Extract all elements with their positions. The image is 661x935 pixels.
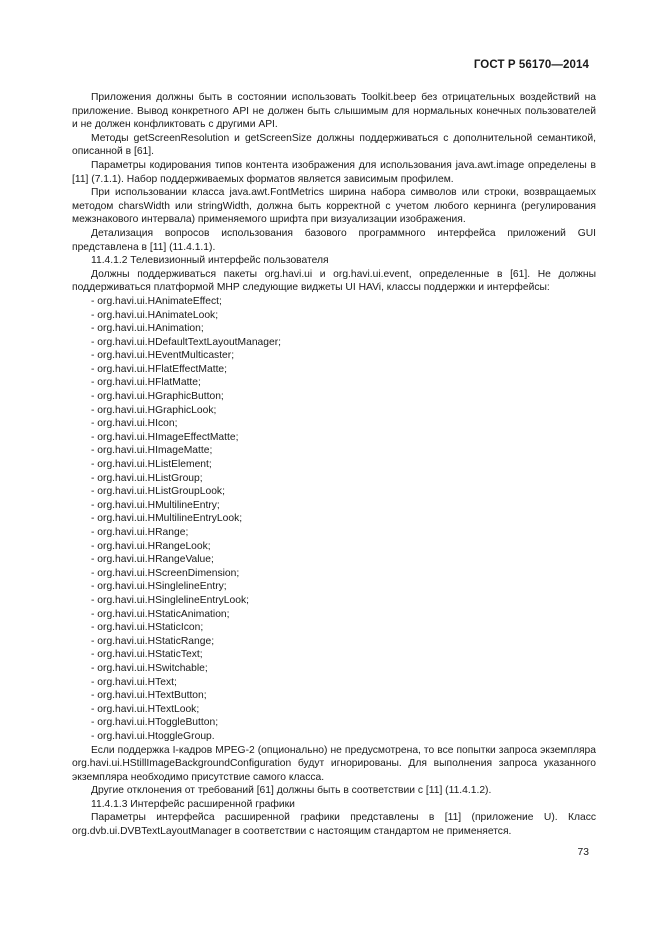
list-item: - org.havi.ui.HTextLook; — [91, 703, 596, 717]
list-item: - org.havi.ui.HAnimateLook; — [91, 309, 596, 323]
section-heading-11-4-1-3: 11.4.1.3 Интерфейс расширенной графики — [91, 798, 295, 810]
list-item: - org.havi.ui.HRangeLook; — [91, 540, 596, 554]
paragraph: Если поддержка I-кадров MPEG-2 (опционально) не предусмотрена, то все попытки запроса экземпляра org.havi.ui.HStillImageBackgroundConfiguration будут игнорированы. Для выполнения запроса указанного экземпляра необходимо присутствие самого класса. — [72, 744, 596, 783]
list-item: - org.havi.ui.HScreenDimension; — [91, 567, 596, 581]
list-item: - org.havi.ui.HStaticIcon; — [91, 621, 596, 635]
list-item: - org.havi.ui.HToggleButton; — [91, 716, 596, 730]
list-item: - org.havi.ui.HText; — [91, 676, 596, 690]
paragraph: Должны поддерживаться пакеты org.havi.ui и org.havi.ui.event, определенные в [61]. Не должны поддерживаться платформой МНР следующие виджеты UI HAVi, классы поддержки и интерфейсы: — [72, 268, 596, 294]
list-item: - org.havi.ui.HGraphicLook; — [91, 404, 596, 418]
list-item: - org.havi.ui.HAnimateEffect; — [91, 295, 596, 309]
list-item: - org.havi.ui.HSinglelineEntry; — [91, 580, 596, 594]
list-item: - org.havi.ui.HDefaultTextLayoutManager; — [91, 336, 596, 350]
paragraph: Параметры интерфейса расширенной графики представлены в [11] (приложение U). Класс org.dvb.ui.DVBTextLayoutManager в соответствии с настоящим стандартом не применяется. — [72, 812, 596, 838]
list-item: - org.havi.ui.HAnimation; — [91, 322, 596, 336]
list-item: - org.havi.ui.HListGroup; — [91, 472, 596, 486]
section-heading-11-4-1-2: 11.4.1.2 Телевизионный интерфейс пользователя — [91, 255, 329, 267]
list-item: - org.havi.ui.HSinglelineEntryLook; — [91, 594, 596, 608]
list-item: - org.havi.ui.HIcon; — [91, 417, 596, 431]
paragraph: Детализация вопросов использования базового программного интерфейса приложений GUI представлена в [11] (11.4.1.1). — [72, 227, 596, 253]
list-item: - org.havi.ui.HImageMatte; — [91, 444, 596, 458]
list-item: - org.havi.ui.HListGroupLook; — [91, 485, 596, 499]
list-item: - org.havi.ui.HRangeValue; — [91, 553, 596, 567]
paragraph: Другие отклонения от требований [61] должны быть в соответствии с [11] (11.4.1.2). — [91, 785, 492, 797]
list-item: - org.havi.ui.HGraphicButton; — [91, 390, 596, 404]
paragraph: Методы getScreenResolution и getScreenSize должны поддерживаться с дополнительной семантикой, описанной в [61]. — [72, 132, 596, 158]
list-item: - org.havi.ui.HImageEffectMatte; — [91, 431, 596, 445]
paragraph: Параметры кодирования типов контента изображения для использования java.awt.image определены в [11] (7.1.1). Набор поддерживаемых форматов является зависимым профилем. — [72, 159, 596, 185]
document-body — [72, 91, 596, 839]
list-item: - org.havi.ui.HStaticRange; — [91, 635, 596, 649]
list-item: - org.havi.ui.HtoggleGroup. — [91, 730, 596, 744]
list-item: - org.havi.ui.HRange; — [91, 526, 596, 540]
list-item: - org.havi.ui.HEventMulticaster; — [91, 349, 596, 363]
list-item: - org.havi.ui.HListElement; — [91, 458, 596, 472]
list-item: - org.havi.ui.HFlatEffectMatte; — [91, 363, 596, 377]
unsupported-widgets-list — [72, 295, 596, 744]
list-item: - org.havi.ui.HSwitchable; — [91, 662, 596, 676]
list-item: - org.havi.ui.HFlatMatte; — [91, 376, 596, 390]
list-item: - org.havi.ui.HMultilineEntry; — [91, 499, 596, 513]
list-item: - org.havi.ui.HStaticAnimation; — [91, 608, 596, 622]
paragraph: При использовании класса java.awt.FontMetrics ширина набора символов или строки, возвращаемых методом charsWidth или stringWidth, должна быть корректной с учетом любого кернинга (регулирования межзнакового интервала) применяемого шрифта при визуализации изображения. — [72, 187, 596, 226]
list-item: - org.havi.ui.HStaticText; — [91, 648, 596, 662]
standard-header: ГОСТ Р 56170—2014 — [473, 59, 589, 71]
paragraph: Приложения должны быть в состоянии использовать Toolkit.beep без отрицательных воздействий на приложение. Вывод конкретного API не должен быть слышимым для нормальных конечных пользователей и не должен конфликтовать с другими API. — [72, 92, 596, 131]
list-item: - org.havi.ui.HTextButton; — [91, 689, 596, 703]
page-number: 73 — [577, 847, 589, 858]
list-item: - org.havi.ui.HMultilineEntryLook; — [91, 512, 596, 526]
